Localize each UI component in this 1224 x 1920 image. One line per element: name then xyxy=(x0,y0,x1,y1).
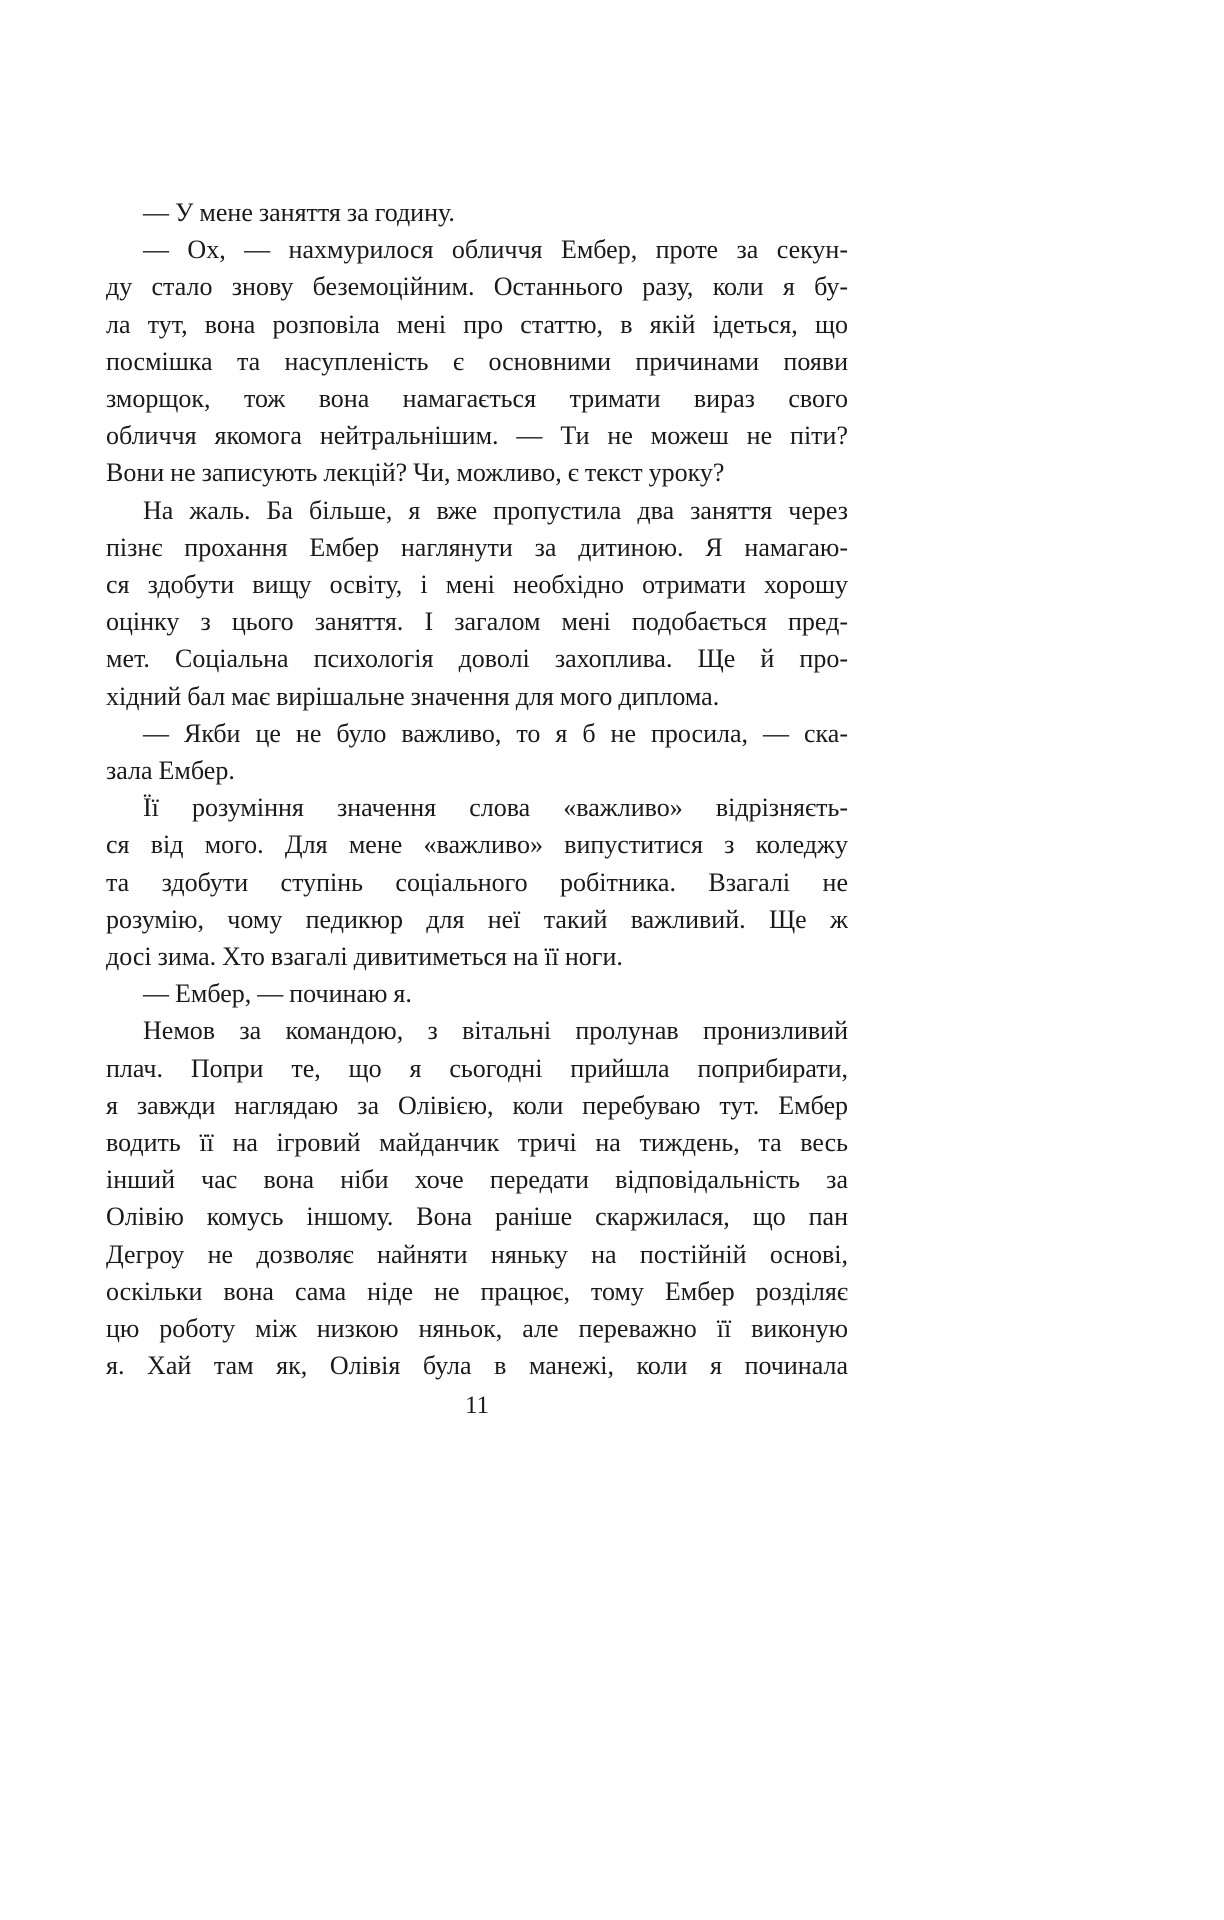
text-line: хідний бал має вирішальне значення для мого диплома. xyxy=(106,681,720,711)
text-line: я. Хай там як, Олівія була в манежі, коли я починала xyxy=(106,1351,848,1381)
paragraph xyxy=(106,715,848,789)
text-line: водить її на ігровий майданчик тричі на тиждень, та весь xyxy=(106,1128,848,1158)
text-line: ся від мого. Для мене «важливо» випуститися з коледжу xyxy=(106,830,848,860)
text-line: ся здобути вищу освіту, і мені необхідно отримати хорошу xyxy=(106,570,848,600)
text-line: На жаль. Ба більше, я вже пропустила два заняття через xyxy=(143,495,848,525)
paragraph xyxy=(106,194,848,231)
text-line: я завжди наглядаю за Олівією, коли перебуваю тут. Ембер xyxy=(106,1090,848,1120)
text-line: ла тут, вона розповіла мені про статтю, в якій ідеться, що xyxy=(106,309,848,339)
text-line: ду стало знову беземоційним. Останнього разу, коли я бу- xyxy=(106,272,848,302)
text-line: цю роботу між низкою няньок, але переважно її виконую xyxy=(106,1314,848,1344)
text-line: інший час вона ніби хоче передати відповідальність за xyxy=(106,1165,848,1195)
text-line: — У мене заняття за годину. xyxy=(143,198,455,227)
paragraph xyxy=(106,789,848,975)
text-line: Олівію комусь іншому. Вона раніше скаржилася, що пан xyxy=(106,1202,848,1232)
text-line: плач. Попри те, що я сьогодні прийшла поприбирати, xyxy=(106,1053,848,1083)
paragraph xyxy=(106,975,848,1012)
paragraph xyxy=(106,492,848,715)
text-line: зморщок, тож вона намагається тримати вираз свого xyxy=(106,384,848,414)
paragraph xyxy=(106,231,848,491)
text-line: досі зима. Хто взагалі дивитиметься на її ноги. xyxy=(106,942,623,972)
text-line: Дегроу не дозволяє найняти няньку на постійній основі, xyxy=(106,1239,848,1269)
paragraph xyxy=(106,1012,848,1384)
text-line: розумію, чому педикюр для неї такий важливий. Ще ж xyxy=(106,904,848,934)
text-line: та здобути ступінь соціального робітника. Взагалі не xyxy=(106,867,848,897)
text-line: оскільки вона сама ніде не працює, тому Ембер розділяє xyxy=(106,1276,848,1306)
page-number: 11 xyxy=(464,1392,490,1419)
text-line: Вони не записують лекцій? Чи, можливо, є текст уроку? xyxy=(106,458,725,488)
text-line: пізнє прохання Ембер наглянути за дитиною. Я намагаю- xyxy=(106,532,848,562)
text-line: Немов за командою, з вітальні пролунав пронизливий xyxy=(143,1016,848,1046)
text-line: — Якби це не було важливо, то я б не просила, — ска- xyxy=(143,718,848,748)
text-line: обличчя якомога нейтральнішим. — Ти не можеш не піти? xyxy=(106,421,848,451)
text-line: — Ембер, — починаю я. xyxy=(143,979,412,1009)
text-line: оцінку з цього заняття. І загалом мені подобається пред- xyxy=(106,607,848,637)
text-line: посмішка та насупленість є основними причинами появи xyxy=(106,346,848,376)
text-line: — Ох, — нахмурилося обличчя Ембер, проте за секун- xyxy=(143,235,848,265)
page-text xyxy=(106,194,848,1385)
text-line: зала Ембер. xyxy=(106,756,235,786)
text-line: Її розуміння значення слова «важливо» відрізняєть- xyxy=(143,793,848,823)
text-line: мет. Соціальна психологія доволі захоплива. Ще й про- xyxy=(106,644,848,674)
